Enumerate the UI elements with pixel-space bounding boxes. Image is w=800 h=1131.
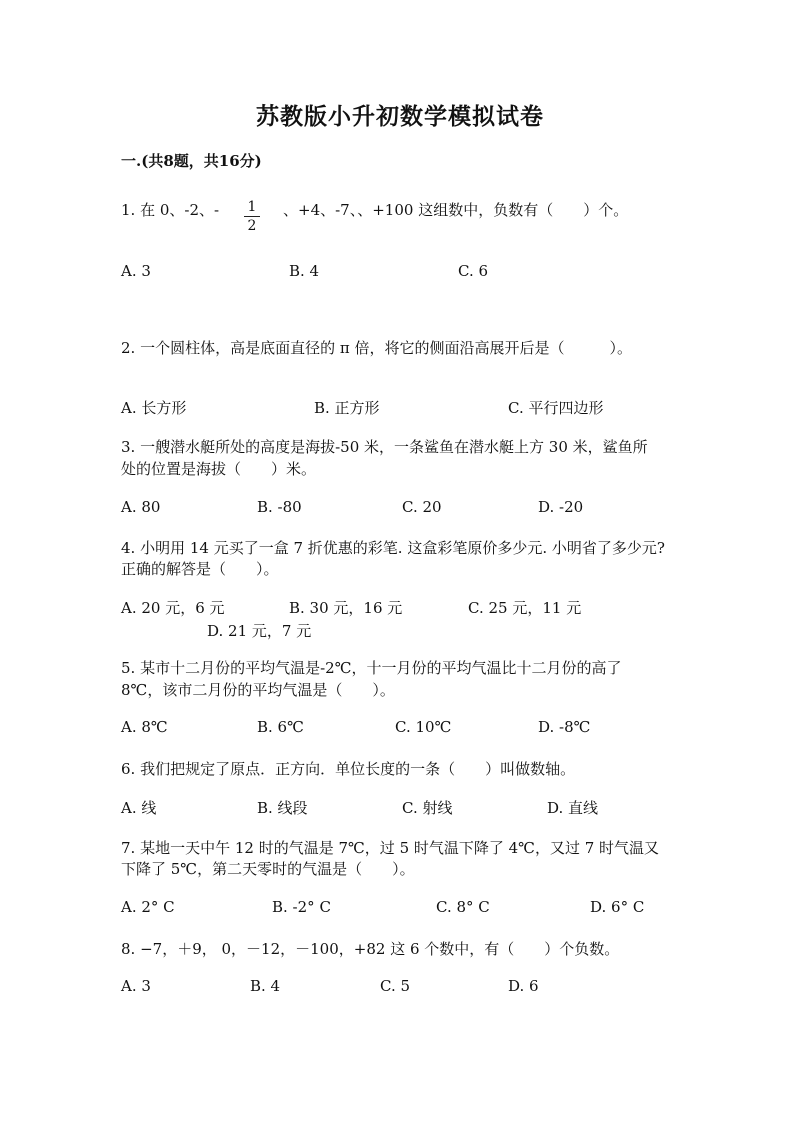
q3-option-b: B. -80 bbox=[257, 498, 302, 516]
question-4-line-2: 正确的解答是（ ）。 bbox=[121, 560, 279, 578]
fraction-one-half bbox=[244, 199, 260, 234]
question-1-text-b: 、+4、-7、、+100 这组数中，负数有（ ）个。 bbox=[283, 201, 629, 219]
q5-option-c: C. 10℃ bbox=[395, 718, 452, 736]
q3-option-d: D. -20 bbox=[538, 498, 584, 516]
question-2-text: 2. 一个圆柱体，高是底面直径的 π 倍，将它的侧面沿高展开后是（ ）。 bbox=[121, 339, 632, 357]
q7-option-a: A. 2° C bbox=[121, 898, 175, 916]
q8-option-a: A. 3 bbox=[121, 977, 151, 995]
q7-option-b: B. -2° C bbox=[272, 898, 331, 916]
fraction-denominator: 2 bbox=[247, 218, 257, 234]
section-heading: 一.(共8题，共16分) bbox=[121, 152, 262, 170]
q7-option-c: C. 8° C bbox=[436, 898, 490, 916]
q6-option-c: C. 射线 bbox=[402, 799, 453, 817]
fraction-bar bbox=[244, 216, 260, 217]
question-4-line-1: 4. 小明用 14 元买了一盒 7 折优惠的彩笔. 这盒彩笔原价多少元. 小明省了多少元? bbox=[121, 539, 665, 557]
q1-option-b: B. 4 bbox=[289, 262, 320, 280]
q8-option-d: D. 6 bbox=[508, 977, 539, 995]
q5-option-d: D. -8℃ bbox=[538, 718, 591, 736]
q2-option-b: B. 正方形 bbox=[314, 399, 380, 417]
q4-option-d: D. 21 元，7 元 bbox=[207, 622, 312, 640]
question-5-line-2: 8℃，该市二月份的平均气温是（ ）。 bbox=[121, 681, 395, 699]
q3-option-c: C. 20 bbox=[402, 498, 442, 516]
q2-option-a: A. 长方形 bbox=[121, 399, 187, 417]
q1-option-c: C. 6 bbox=[458, 262, 489, 280]
q5-option-a: A. 8℃ bbox=[121, 718, 168, 736]
q4-option-c: C. 25 元，11 元 bbox=[468, 599, 582, 617]
page-title: 苏教版小升初数学模拟试卷 bbox=[256, 103, 544, 130]
question-6-text: 6. 我们把规定了原点．正方向．单位长度的一条（ ）叫做数轴。 bbox=[121, 760, 576, 778]
question-1-text-a: 1. 在 0、-2、- bbox=[121, 201, 220, 219]
q8-option-c: C. 5 bbox=[380, 977, 411, 995]
question-7-line-2: 下降了 5℃，第二天零时的气温是（ ）。 bbox=[121, 860, 415, 878]
q6-option-a: A. 线 bbox=[121, 799, 157, 817]
fraction-numerator: 1 bbox=[247, 199, 257, 215]
question-3-line-1: 3. 一艘潜水艇所处的高度是海拔-50 米，一条鲨鱼在潜水艇上方 30 米，鲨鱼所 bbox=[121, 438, 648, 456]
q5-option-b: B. 6℃ bbox=[257, 718, 304, 736]
question-7-line-1: 7. 某地一天中午 12 时的气温是 7℃，过 5 时气温下降了 4℃，又过 7 时气温又 bbox=[121, 839, 660, 857]
question-3-line-2: 处的位置是海拔（ ）米。 bbox=[121, 460, 317, 478]
q3-option-a: A. 80 bbox=[121, 498, 161, 516]
q4-option-b: B. 30 元，16 元 bbox=[289, 599, 403, 617]
q8-option-b: B. 4 bbox=[250, 977, 281, 995]
question-5-line-1: 5. 某市十二月份的平均气温是-2℃，十一月份的平均气温比十二月份的高了 bbox=[121, 659, 622, 677]
q1-option-a: A. 3 bbox=[121, 262, 151, 280]
q6-option-d: D. 直线 bbox=[547, 799, 599, 817]
q2-option-c: C. 平行四边形 bbox=[508, 399, 604, 417]
q6-option-b: B. 线段 bbox=[257, 799, 308, 817]
q7-option-d: D. 6° C bbox=[590, 898, 645, 916]
question-8-text: 8. −7，＋9， 0，－12，－100，+82 这 6 个数中，有（ ）个负数。 bbox=[121, 940, 620, 958]
q4-option-a: A. 20 元，6 元 bbox=[121, 599, 225, 617]
